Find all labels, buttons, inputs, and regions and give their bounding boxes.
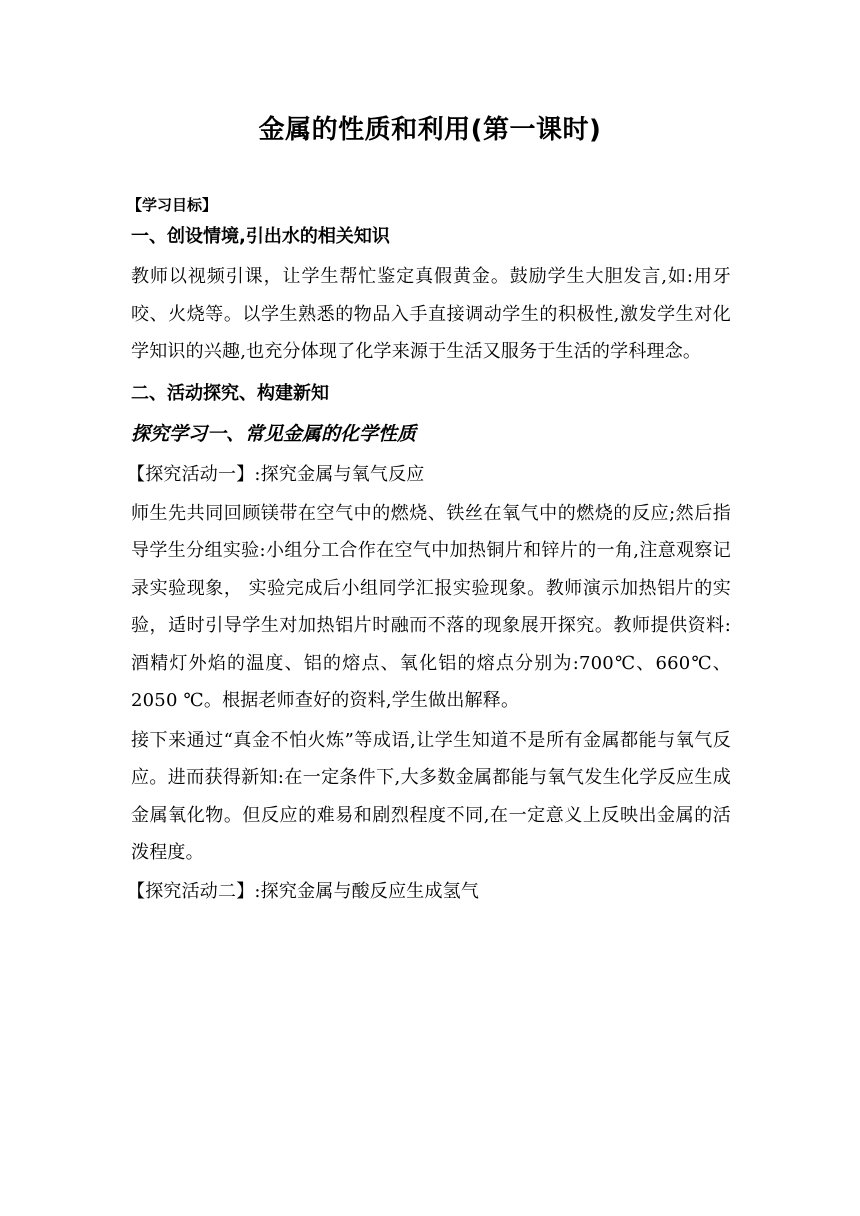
inquiry-study-1-heading: 探究学习一、常见金属的化学性质: [131, 422, 417, 445]
section-1-heading: 一、创设情境,引出水的相关知识: [131, 226, 390, 247]
document-body: [127, 190, 731, 910]
activity-2-title: 【探究活动二】:探究金属与酸反应生成氢气: [127, 880, 480, 902]
activity-1-title: 【探究活动一】:探究金属与氧气反应: [127, 463, 425, 485]
learning-objectives-tag: 【学习目标】: [127, 196, 218, 214]
activity-1-paragraph-1: 师生先共同回顾镁带在空气中的燃烧、铁丝在氧气中的燃烧的反应;然后指导学生分组实验:小组分工合作在空气中加热铜片和锌片的一角,注意观察记录实验现象， 实验完成后小组同学汇报实验现象。教师演示加热铝片的实验，适时引导学生对加热铝片时融而不落的现象展开探究。教师提供资料:酒精灯外焰的温度、铝的熔点、氧化铝的熔点分别为:700℃、660℃、2050 ℃。根据老师查好的资料,学生做出解释。: [131, 502, 731, 711]
section-2-heading: 二、活动探究、构建新知: [131, 382, 329, 404]
document-title: 金属的性质和利用(第一课时): [258, 115, 602, 145]
section-1-paragraph: 教师以视频引课，让学生帮忙鉴定真假黄金。鼓励学生大胆发言,如:用牙咬、火烧等。以学生熟悉的物品入手直接调动学生的积极性,激发学生对化学知识的兴趣,也充分体现了化学来源于生活又服务于生活的学科理念。: [131, 266, 731, 362]
activity-1-paragraph-2: 接下来通过“真金不怕火炼”等成语,让学生知道不是所有金属都能与氧气反应。进而获得新知:在一定条件下,大多数金属都能与氧气发生化学反应生成金属氧化物。但反应的难易和剧烈程度不同,在一定意义上反映出金属的活泼程度。: [131, 729, 731, 863]
